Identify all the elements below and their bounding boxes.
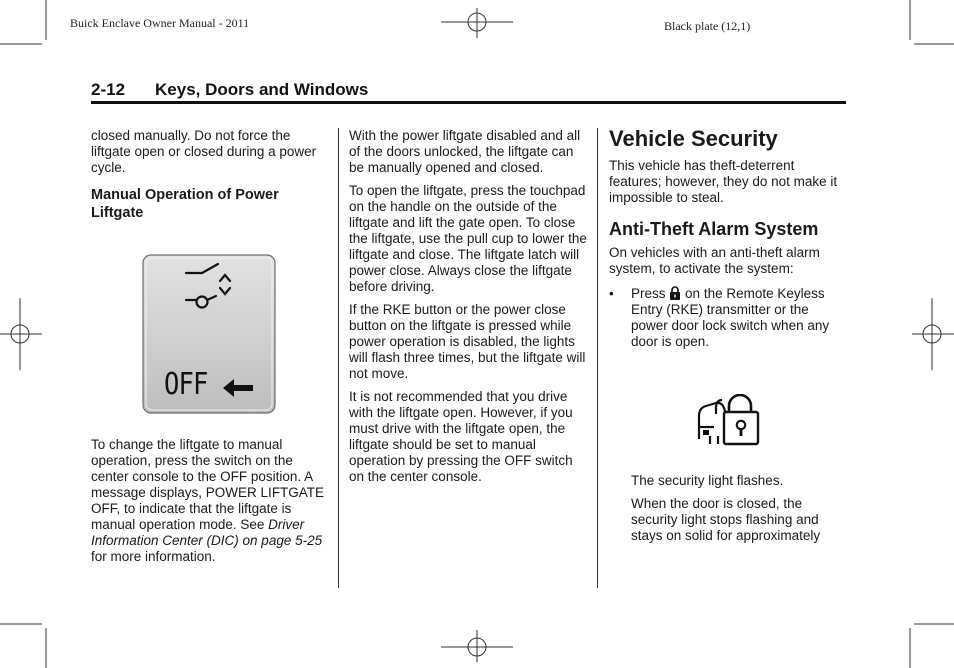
column-1	[91, 128, 331, 222]
col1-para2-text: To change the liftgate to manual operation, press the switch on the center console to the OFF position. A message displays, POWER LIFTGATE OFF, to indicate that the liftgate is manual operation mode. See	[91, 437, 325, 532]
col2-para4: It is not recommended that you drive with the liftgate open. However, if you must drive with the liftgate open, the liftgate should be set to manual operation by pressing the OFF switch on the center console.	[349, 389, 573, 484]
section-title: Keys, Doors and Windows	[155, 80, 369, 99]
col2-para3: If the RKE button or the power close button on the liftgate is pressed while power operation is disabled, the lights will flash three times, but the liftgate will not move.	[349, 302, 586, 381]
left-arrow-icon	[222, 377, 254, 399]
lock-icon	[669, 286, 681, 300]
column-3-lower	[631, 473, 851, 551]
vehicle-security-title: Vehicle Security	[609, 126, 778, 151]
bullet-pre: Press	[631, 286, 666, 301]
section-rule	[91, 101, 846, 104]
section-number: 2-12	[91, 80, 126, 99]
col2-para1: With the power liftgate disabled and all of the doors unlocked, the liftgate can be manually opened and closed.	[349, 128, 581, 175]
col3-para2: The security light flashes.	[631, 473, 784, 488]
column-divider	[338, 128, 339, 588]
bullet-mark: •	[609, 286, 614, 301]
switch-off-label: OFF	[164, 367, 208, 402]
column-3	[609, 126, 849, 350]
column-divider	[597, 128, 598, 588]
column-1-lower	[91, 437, 331, 572]
manual-title: Buick Enclave Owner Manual - 2011	[70, 16, 250, 30]
bullet-post: on the Remote Keyless Entry (RKE) transmitter or the power door lock switch when any door is open.	[631, 286, 830, 349]
col3-para3: When the door is closed, the security light stops flashing and stays on solid for approximately	[631, 496, 821, 543]
bullet-text	[631, 286, 849, 350]
manual-operation-heading: Manual Operation of Power Liftgate	[91, 187, 279, 221]
liftgate-switch-illustration	[142, 254, 276, 414]
dic-reference: Driver Information Center (DIC) on page 5-25	[91, 517, 323, 548]
col3-intro: This vehicle has theft-deterrent features; however, they do not make it impossible to steal.	[609, 158, 838, 205]
bullet-item	[609, 286, 849, 350]
column-2	[349, 128, 589, 492]
col1-para2-tail: for more information.	[91, 549, 216, 564]
security-light-icon	[696, 394, 762, 446]
col2-para2: To open the liftgate, press the touchpad on the handle on the outside of the liftgate and lift the gate open. To close the liftgate, use the pull cup to lower the liftgate and close. The liftgate latch will power close. Always close the liftgate before driving.	[349, 183, 587, 294]
plate-label: Black plate (12,1)	[664, 19, 751, 33]
section-header	[91, 80, 368, 100]
col1-para2	[91, 437, 331, 565]
col1-para1: closed manually. Do not force the liftgate open or closed during a power cycle.	[91, 128, 317, 175]
liftgate-switch-figure	[142, 254, 276, 414]
col3-para1: On vehicles with an anti-theft alarm system, to activate the system:	[609, 245, 820, 276]
anti-theft-subtitle: Anti-Theft Alarm System	[609, 219, 819, 239]
